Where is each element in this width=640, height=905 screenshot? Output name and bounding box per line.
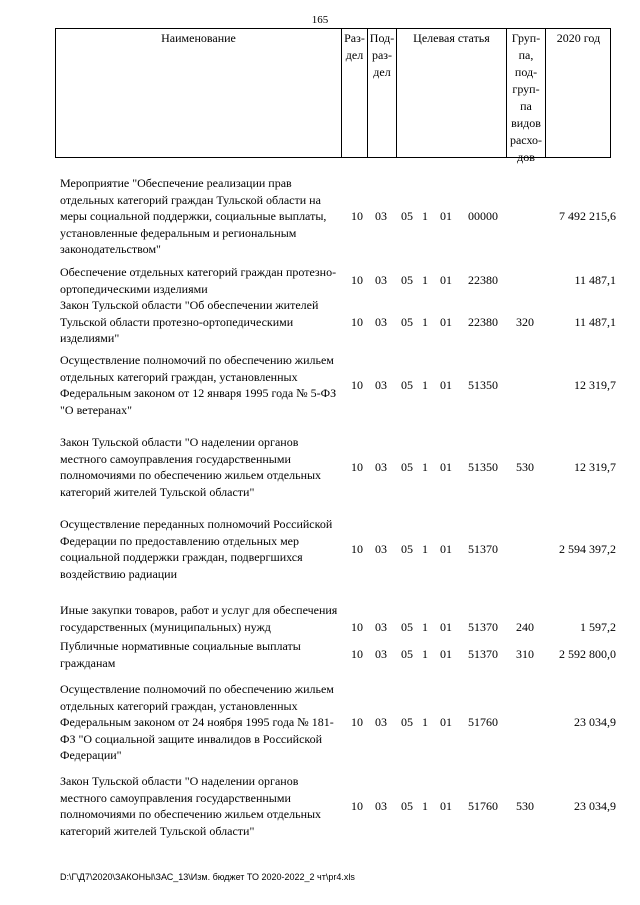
razdel-cell: 10 (351, 459, 363, 474)
expense-group-cell: 530 (516, 459, 534, 474)
row-name: Осуществление переданных полномочий Российской Федерации по предоставлению отдельных мер социальной поддержки граждан, подвергшихся воздействию радиации (60, 517, 333, 581)
target-code-program: 05 (401, 209, 413, 224)
amount-cell: 12 319,7 (574, 377, 616, 392)
table-header (55, 28, 611, 164)
amount-cell: 1 597,2 (580, 619, 616, 634)
header-year: 2020 год (556, 31, 601, 45)
target-code-type: 1 (422, 209, 428, 224)
podrazdel-cell: 03 (375, 377, 387, 392)
target-code-type: 1 (422, 541, 428, 556)
amount-cell: 2 592 800,0 (559, 647, 616, 662)
header-gruppa: Груп- па, под- груп- па видов расхо- дов (507, 29, 546, 157)
row-name: Публичные нормативные социальные выплаты гражданам (60, 639, 301, 670)
row-name: Иные закупки товаров, работ и услуг для обеспечения государственных (муниципальных) нужд (60, 603, 338, 634)
target-code-program: 05 (401, 798, 413, 813)
target-code-subprogram: 01 (440, 459, 452, 474)
target-code-direction: 22380 (468, 273, 498, 288)
amount-cell: 23 034,9 (574, 798, 616, 813)
target-code-subprogram: 01 (440, 715, 452, 730)
target-code-subprogram: 01 (440, 619, 452, 634)
razdel-cell: 10 (351, 377, 363, 392)
podrazdel-cell: 03 (375, 273, 387, 288)
razdel-cell: 10 (351, 798, 363, 813)
page-number: 165 (311, 14, 329, 26)
podrazdel-cell: 03 (375, 798, 387, 813)
header-razdel: Раз- дел (342, 29, 368, 157)
amount-cell: 11 487,1 (574, 314, 616, 329)
razdel-cell: 10 (351, 715, 363, 730)
target-code-type: 1 (422, 314, 428, 329)
podrazdel-cell: 03 (375, 647, 387, 662)
row-name: Закон Тульской области "О наделении органов местного самоуправления государственными полномочиями по обеспечению жильем отдельных категорий жителей Тульской области" (60, 435, 322, 499)
amount-cell: 7 492 215,6 (559, 209, 616, 224)
podrazdel-cell: 03 (375, 715, 387, 730)
header-celevaya: Целевая статья (397, 29, 507, 157)
expense-group-cell: 310 (516, 647, 534, 662)
target-code-program: 05 (401, 647, 413, 662)
target-code-direction: 51370 (468, 541, 498, 556)
target-code-type: 1 (422, 715, 428, 730)
amount-cell: 11 487,1 (574, 273, 616, 288)
target-code-program: 05 (401, 715, 413, 730)
expense-group-cell: 240 (516, 619, 534, 634)
target-code-program: 05 (401, 619, 413, 634)
target-code-direction: 51370 (468, 619, 498, 634)
row-name: Осуществление полномочий по обеспечению жильем отдельных категорий граждан, установленных Федеральным законом от 24 ноября 1995 года № 181-ФЗ "О социальной защите инвалидов в Российской Федерации" (60, 682, 334, 763)
target-code-subprogram: 01 (440, 541, 452, 556)
target-code-program: 05 (401, 541, 413, 556)
target-code-direction: 51350 (468, 459, 498, 474)
target-code-program: 05 (401, 273, 413, 288)
podrazdel-cell: 03 (375, 619, 387, 634)
target-code-subprogram: 01 (440, 798, 452, 813)
amount-cell: 2 594 397,2 (559, 541, 616, 556)
target-code-subprogram: 01 (440, 377, 452, 392)
podrazdel-cell: 03 (375, 314, 387, 329)
podrazdel-cell: 03 (375, 459, 387, 474)
target-code-subprogram: 01 (440, 314, 452, 329)
file-path: D:\Г\Д7\2020\ЗАКОНЫ\ЗАС_13\Изм. бюджет ТО 2020-2022_2 чт\pr4.xls (60, 872, 355, 882)
header-name: Наименование (56, 29, 342, 157)
target-code-type: 1 (422, 798, 428, 813)
razdel-cell: 10 (351, 209, 363, 224)
amount-cell: 12 319,7 (574, 459, 616, 474)
amount-cell: 23 034,9 (574, 715, 616, 730)
target-code-type: 1 (422, 619, 428, 634)
target-code-type: 1 (422, 273, 428, 288)
razdel-cell: 10 (351, 541, 363, 556)
row-name: Закон Тульской области "О наделении органов местного самоуправления государственными полномочиями по обеспечению жильем отдельных категорий жителей Тульской области" (60, 774, 322, 838)
expense-group-cell: 320 (516, 314, 534, 329)
target-code-program: 05 (401, 459, 413, 474)
row-name: Закон Тульской области "Об обеспечении жителей Тульской области протезно-ортопедическими изделиями" (60, 298, 319, 346)
target-code-subprogram: 01 (440, 647, 452, 662)
target-code-program: 05 (401, 314, 413, 329)
target-code-direction: 22380 (468, 314, 498, 329)
target-code-direction: 51350 (468, 377, 498, 392)
target-code-direction: 51760 (468, 715, 498, 730)
header-podrazdel: Под- раз- дел (368, 29, 397, 157)
row-name: Мероприятие "Обеспечение реализации прав отдельных категорий граждан Тульской области на меры социальной поддержки, социальные выплаты, установленные федеральным и региональным законодательством" (60, 176, 327, 257)
target-code-program: 05 (401, 377, 413, 392)
podrazdel-cell: 03 (375, 541, 387, 556)
razdel-cell: 10 (351, 314, 363, 329)
razdel-cell: 10 (351, 619, 363, 634)
expense-group-cell: 530 (516, 798, 534, 813)
row-name: Осуществление полномочий по обеспечению жильем отдельных категорий граждан, установленных Федеральным законом от 12 января 1995 года № 5-ФЗ "О ветеранах" (60, 353, 337, 417)
razdel-cell: 10 (351, 273, 363, 288)
razdel-cell: 10 (351, 647, 363, 662)
target-code-subprogram: 01 (440, 209, 452, 224)
row-name: Обеспечение отдельных категорий граждан протезно-ортопедическими изделиями (60, 265, 337, 296)
target-code-type: 1 (422, 377, 428, 392)
target-code-direction: 51760 (468, 798, 498, 813)
target-code-type: 1 (422, 647, 428, 662)
podrazdel-cell: 03 (375, 209, 387, 224)
target-code-direction: 00000 (468, 209, 498, 224)
target-code-direction: 51370 (468, 647, 498, 662)
target-code-subprogram: 01 (440, 273, 452, 288)
target-code-type: 1 (422, 459, 428, 474)
